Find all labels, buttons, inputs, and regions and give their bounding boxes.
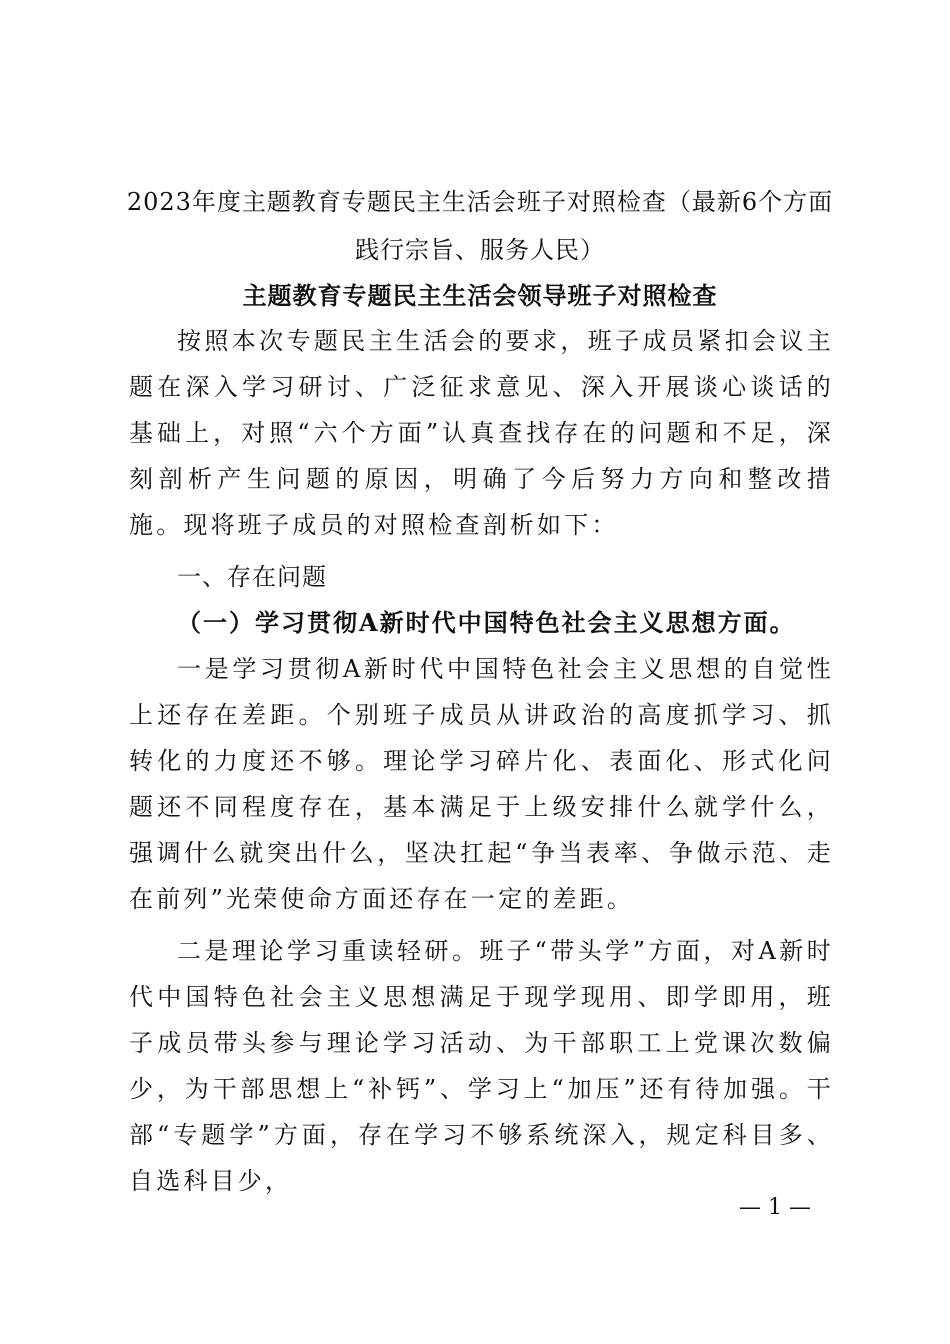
document-body: [129, 318, 834, 1204]
paragraph-1: 一是学习贯彻A新时代中国特色社会主义思想的自觉性上还存在差距。个别班子成员从讲政治的高度抓学习、抓转化的力度还不够。理论学习碎片化、表面化、形式化问题还不同程度存在，基本满足于上级安排什么就学什么，强调什么就突出什么，坚决扛起“争当表率、争做示范、走在前列”光荣使命方面还存在一定的差距。: [129, 655, 834, 913]
page-number: — 1 —: [739, 1195, 811, 1220]
document-title: 2023年度主题教育专题民主生活会班子对照检查（最新6个方面践行宗旨、服务人民）: [126, 188, 834, 264]
intro-paragraph: 按照本次专题民主生活会的要求，班子成员紧扣会议主题在深入学习研讨、广泛征求意见、深入开展谈心谈话的基础上，对照“六个方面”认真查找存在的问题和不足，深刻剖析产生问题的原因，明确了今后努力方向和整改措施。现将班子成员的对照检查剖析如下：: [129, 327, 834, 539]
paragraph-2: 二是理论学习重读轻研。班子“带头学”方面，对A新时代中国特色社会主义思想满足于现学现用、即学即用，班子成员带头参与理论学习活动、为干部职工上党课次数偏少，为干部思想上“补钙”、学习上“加压”还有待加强。干部“专题学”方面，存在学习不够系统深入，规定科目多、自选科目少，: [129, 937, 834, 1195]
section-heading-1: 一、存在问题: [177, 563, 327, 591]
document-subtitle: 主题教育专题民主生活会领导班子对照检查: [242, 281, 718, 310]
section-heading-1-1: （一）学习贯彻A新时代中国特色社会主义思想方面。: [177, 608, 796, 637]
